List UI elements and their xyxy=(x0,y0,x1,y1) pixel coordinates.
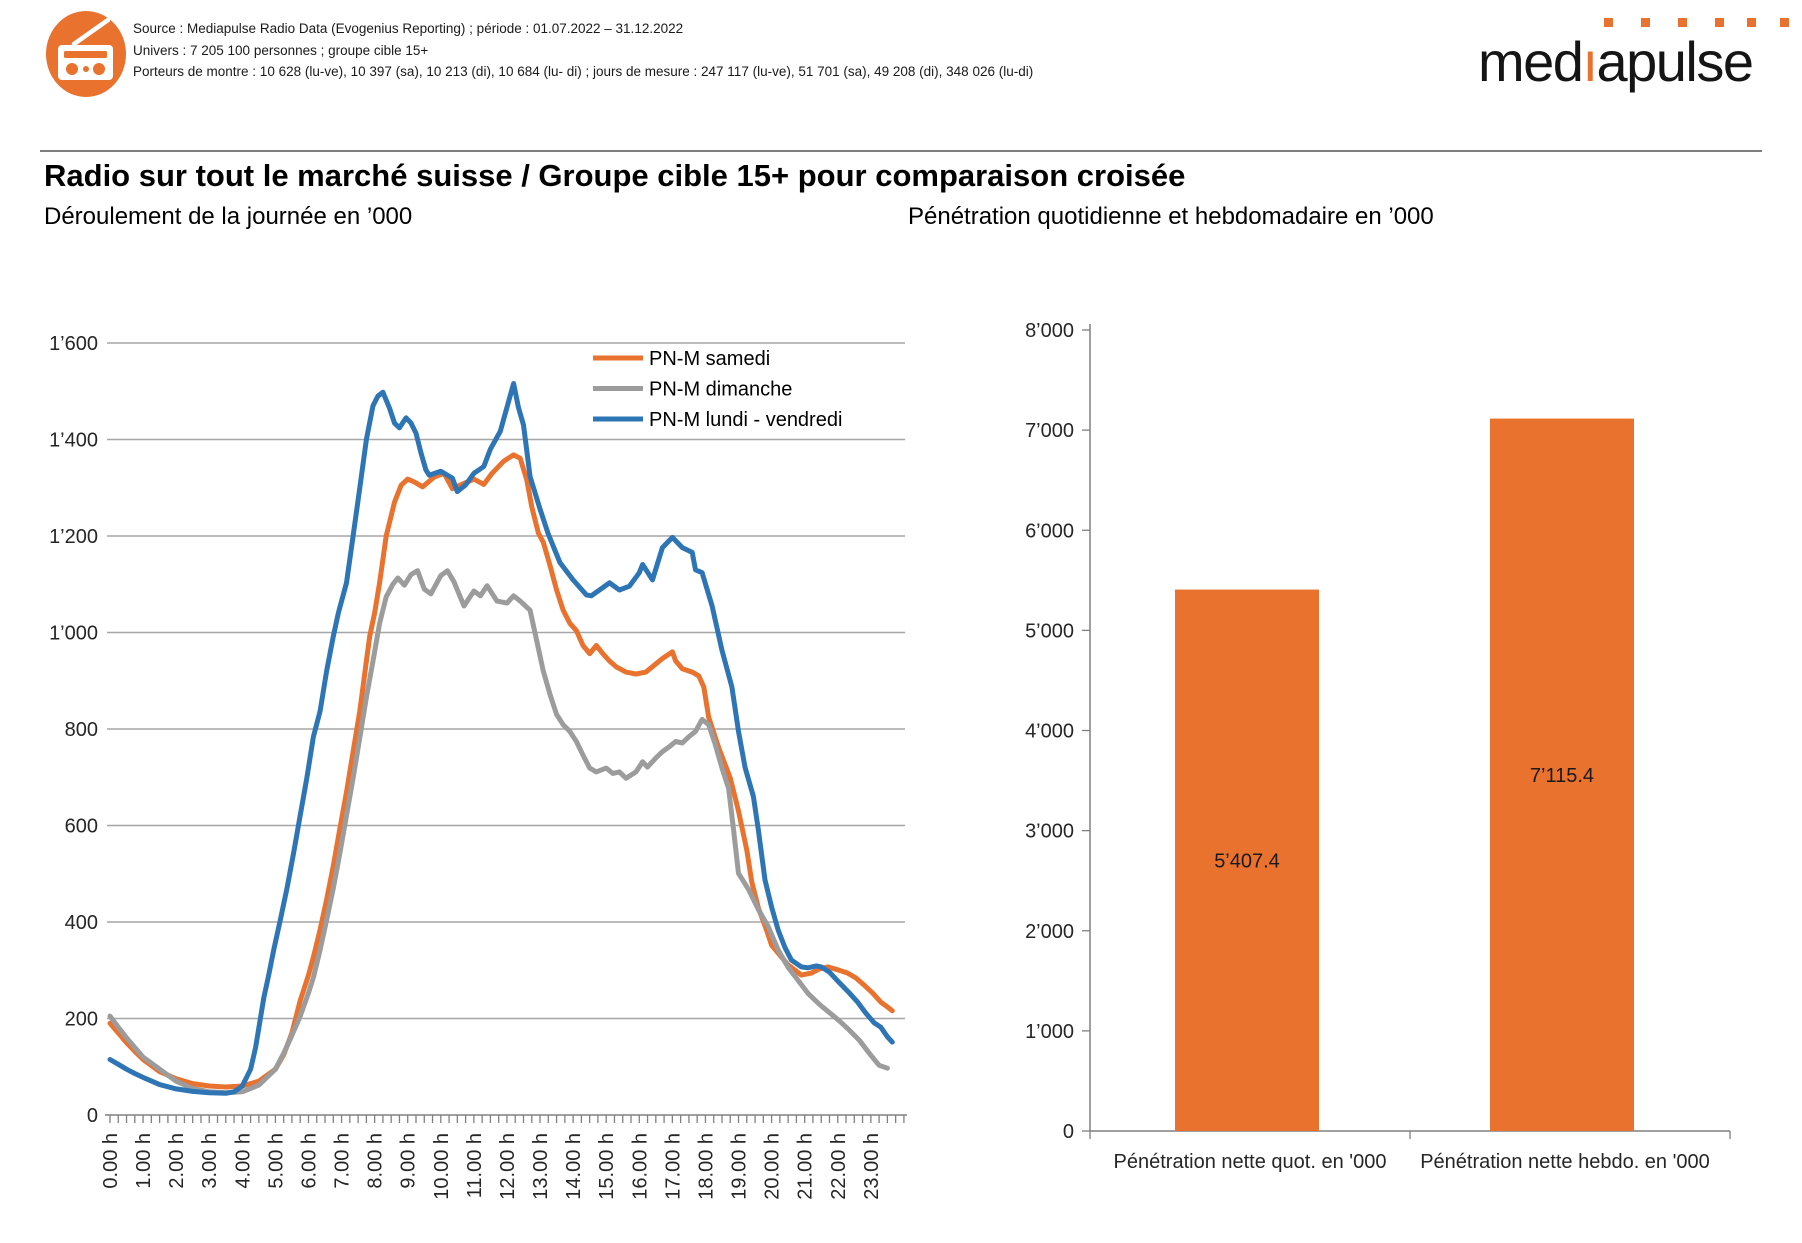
x-axis-hour-label: 5.00 h xyxy=(265,1133,288,1189)
source-line-1: Source : Mediapulse Radio Data (Evogenius Reporting) ; période : 01.07.2022 – 31.12.2022 xyxy=(133,21,684,36)
bar-chart xyxy=(1025,320,1730,1173)
x-axis-hour-label: 20.00 h xyxy=(761,1133,784,1200)
y-axis-tick-label: 1’200 xyxy=(49,526,98,548)
y-axis-tick-label: 0 xyxy=(1062,1121,1074,1143)
bar-value-label: 7’115.4 xyxy=(1529,764,1595,787)
x-axis-hour-label: 0.00 h xyxy=(100,1133,122,1189)
y-axis-tick-label: 200 xyxy=(64,1008,98,1031)
x-axis-hour-label: 23.00 h xyxy=(860,1133,883,1200)
x-axis-hour-label: 4.00 h xyxy=(232,1133,255,1189)
x-axis-hour-label: 13.00 h xyxy=(530,1133,553,1200)
y-axis-tick-label: 1’400 xyxy=(49,429,98,452)
line-chart xyxy=(49,333,907,1200)
y-axis-tick-label: 4’000 xyxy=(1025,720,1074,743)
line-series-orange xyxy=(110,455,892,1087)
x-axis-hour-label: 18.00 h xyxy=(695,1133,718,1200)
x-axis-hour-label: 22.00 h xyxy=(827,1133,850,1200)
x-axis-hour-label: 15.00 h xyxy=(596,1133,619,1200)
y-axis-tick-label: 400 xyxy=(64,912,98,934)
y-axis-tick-label: 6’000 xyxy=(1025,520,1074,543)
x-axis-hour-label: 16.00 h xyxy=(629,1133,652,1200)
x-axis-hour-label: 10.00 h xyxy=(430,1133,453,1200)
x-axis-hour-label: 9.00 h xyxy=(397,1133,420,1189)
y-axis-tick-label: 1’000 xyxy=(49,622,98,645)
line-series-blue xyxy=(110,384,892,1094)
legend-label: PN-M lundi - vendredi xyxy=(649,409,843,431)
y-axis-tick-label: 5’000 xyxy=(1025,620,1074,643)
source-line-3: Porteurs de montre : 10 628 (lu-ve), 10 397 (sa), 10 213 (di), 10 684 (lu- di) ; jours de mesure : 247 117 (lu-ve), 51 701 (sa), 49 208 (di), 348 026 (lu-di) xyxy=(133,64,1034,79)
y-axis-tick-label: 1’600 xyxy=(49,333,98,355)
mediapulse-wordmark: medıapulse xyxy=(1478,30,1753,93)
y-axis-tick-label: 800 xyxy=(64,719,98,741)
x-axis-hour-label: 1.00 h xyxy=(133,1133,156,1189)
x-axis-hour-label: 6.00 h xyxy=(298,1133,321,1189)
line-series-gray xyxy=(110,571,887,1093)
x-axis-hour-label: 8.00 h xyxy=(364,1133,387,1189)
x-axis-hour-label: 2.00 h xyxy=(166,1133,189,1189)
x-axis-hour-label: 21.00 h xyxy=(794,1133,817,1200)
page-title: Radio sur tout le marché suisse / Groupe cible 15+ pour comparaison croisée xyxy=(44,158,1186,193)
bar-category-label: Pénétration nette quot. en '000 xyxy=(1113,1151,1387,1173)
y-axis-tick-label: 1’000 xyxy=(1025,1020,1074,1043)
x-axis-hour-label: 11.00 h xyxy=(463,1133,486,1199)
bar-category-label: Pénétration nette hebdo. en '000 xyxy=(1420,1151,1710,1173)
logo-orange-i: ı xyxy=(1582,30,1597,93)
y-axis-tick-label: 3’000 xyxy=(1025,820,1074,843)
x-axis-hour-label: 3.00 h xyxy=(199,1133,222,1189)
y-axis-tick-label: 600 xyxy=(64,815,98,838)
y-axis-tick-label: 7’000 xyxy=(1025,420,1074,443)
bar-chart-subtitle: Pénétration quotidienne et hebdomadaire en ’000 xyxy=(908,203,1434,230)
x-axis-hour-label: 17.00 h xyxy=(662,1133,685,1200)
y-axis-tick-label: 8’000 xyxy=(1025,320,1074,342)
x-axis-hour-label: 19.00 h xyxy=(728,1133,751,1200)
y-axis-tick-label: 2’000 xyxy=(1025,920,1074,943)
line-chart-subtitle: Déroulement de la journée en ’000 xyxy=(44,203,413,230)
x-axis-hour-label: 14.00 h xyxy=(563,1133,586,1200)
y-axis-tick-label: 0 xyxy=(86,1105,98,1127)
bar-value-label: 5’407.4 xyxy=(1214,850,1280,873)
x-axis-hour-label: 7.00 h xyxy=(331,1133,354,1189)
legend xyxy=(593,348,842,431)
source-line-2: Univers : 7 205 100 personnes ; groupe cible 15+ xyxy=(133,42,429,58)
x-axis-hour-label: 12.00 h xyxy=(496,1133,519,1200)
legend-label: PN-M samedi xyxy=(649,348,771,370)
legend-label: PN-M dimanche xyxy=(649,378,793,401)
